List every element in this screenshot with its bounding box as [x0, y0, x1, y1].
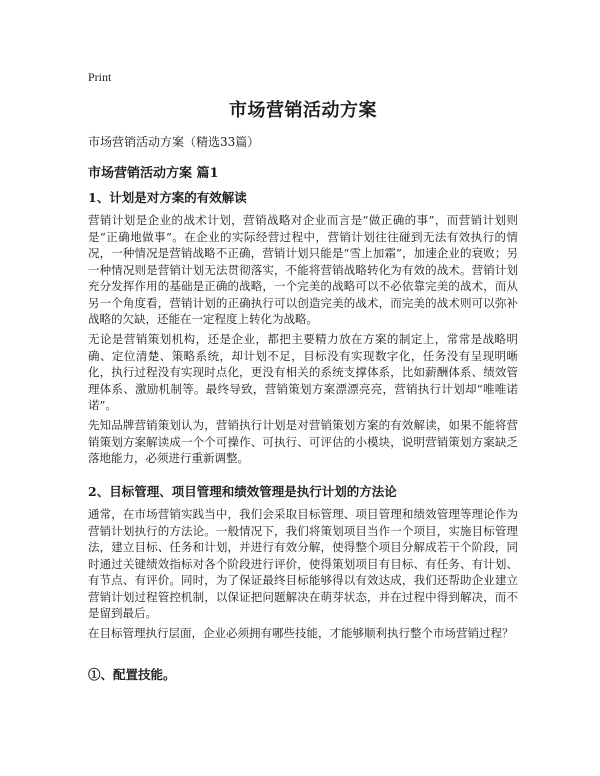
paragraph-3: 先知品牌营销策划认为，营销执行计划是对营销策划方案的有效解读，如果不能将营销策划方案解读成一个个可操作、可执行、可评估的小模块，说明营销策划方案缺乏落地能力，必须进行重新调整。 — [88, 418, 518, 465]
paragraph-4: 通常，在市场营销实践当中，我们会采取目标管理、项目管理和绩效管理等理论作为营销计划执行的方法论。一般情况下，我们将策划项目当作一个项目，实施目标管理法，建立目标、任务和计划，并进行有效分解，使得整个项目分解成若干个阶段，同时通过关键绩效指标对各个阶段进行评价，使得策划项目有目标、有任务、有计划、有节点、有评价。同时，为了保证最终目标能够得以有效达成，我们还帮助企业建立营销计划过程管控机制，以保证把问题解决在萌芽状态，并在过程中得到解决，而不是留到最后。 — [88, 507, 518, 620]
heading-2: 2、目标管理、项目管理和绩效管理是执行计划的方法论 — [88, 484, 397, 499]
document-subtitle: 市场营销活动方案（精选33篇） — [88, 135, 260, 149]
heading-3: ①、配置技能。 — [88, 667, 176, 682]
paragraph-5: 在目标管理执行层面，企业必须拥有哪些技能，才能够顺利执行整个市场营销过程？ — [88, 626, 514, 640]
page-title: 市场营销活动方案 — [229, 100, 377, 121]
paragraph-1: 营销计划是企业的战术计划，营销战略对企业而言是“做正确的事”，而营销计划则是“正确地做事”。在企业的实际经营过程中，营销计划往往碰到无法有效执行的情况，一种情况是营销战略不正确，营销计划只能是“雪上加霜”，加速企业的衰败；另一种情况则是营销计划无法贯彻落实，不能将营销战略转化为有效的战术。营销计划充分发挥作用的基础是正确的战略，一个完美的战略可以不必依靠完美的战术，而从另一个角度看，营销计划的正确执行可以创造完美的战术，而完美的战术则可以弥补战略的欠缺，还能在一定程度上转化为战略。 — [88, 213, 518, 326]
heading-1: 1、计划是对方案的有效解读 — [88, 190, 247, 205]
print-link[interactable]: Print — [88, 70, 112, 84]
paragraph-2: 无论是营销策划机构，还是企业，都把主要精力放在方案的制定上，常常是战略明确、定位清楚、策略系统，却计划不足，目标没有实现数字化，任务没有呈现明晰化，执行过程没有实现时点化，更没有相关的系统支撑体系，比如薪酬体系、绩效管理体系、激励机制等。最终导致，营销策划方案漂漂亮亮，营销执行计划却“唯唯诺诺”。 — [88, 332, 518, 412]
section-title: 市场营销活动方案 篇1 — [88, 166, 219, 181]
